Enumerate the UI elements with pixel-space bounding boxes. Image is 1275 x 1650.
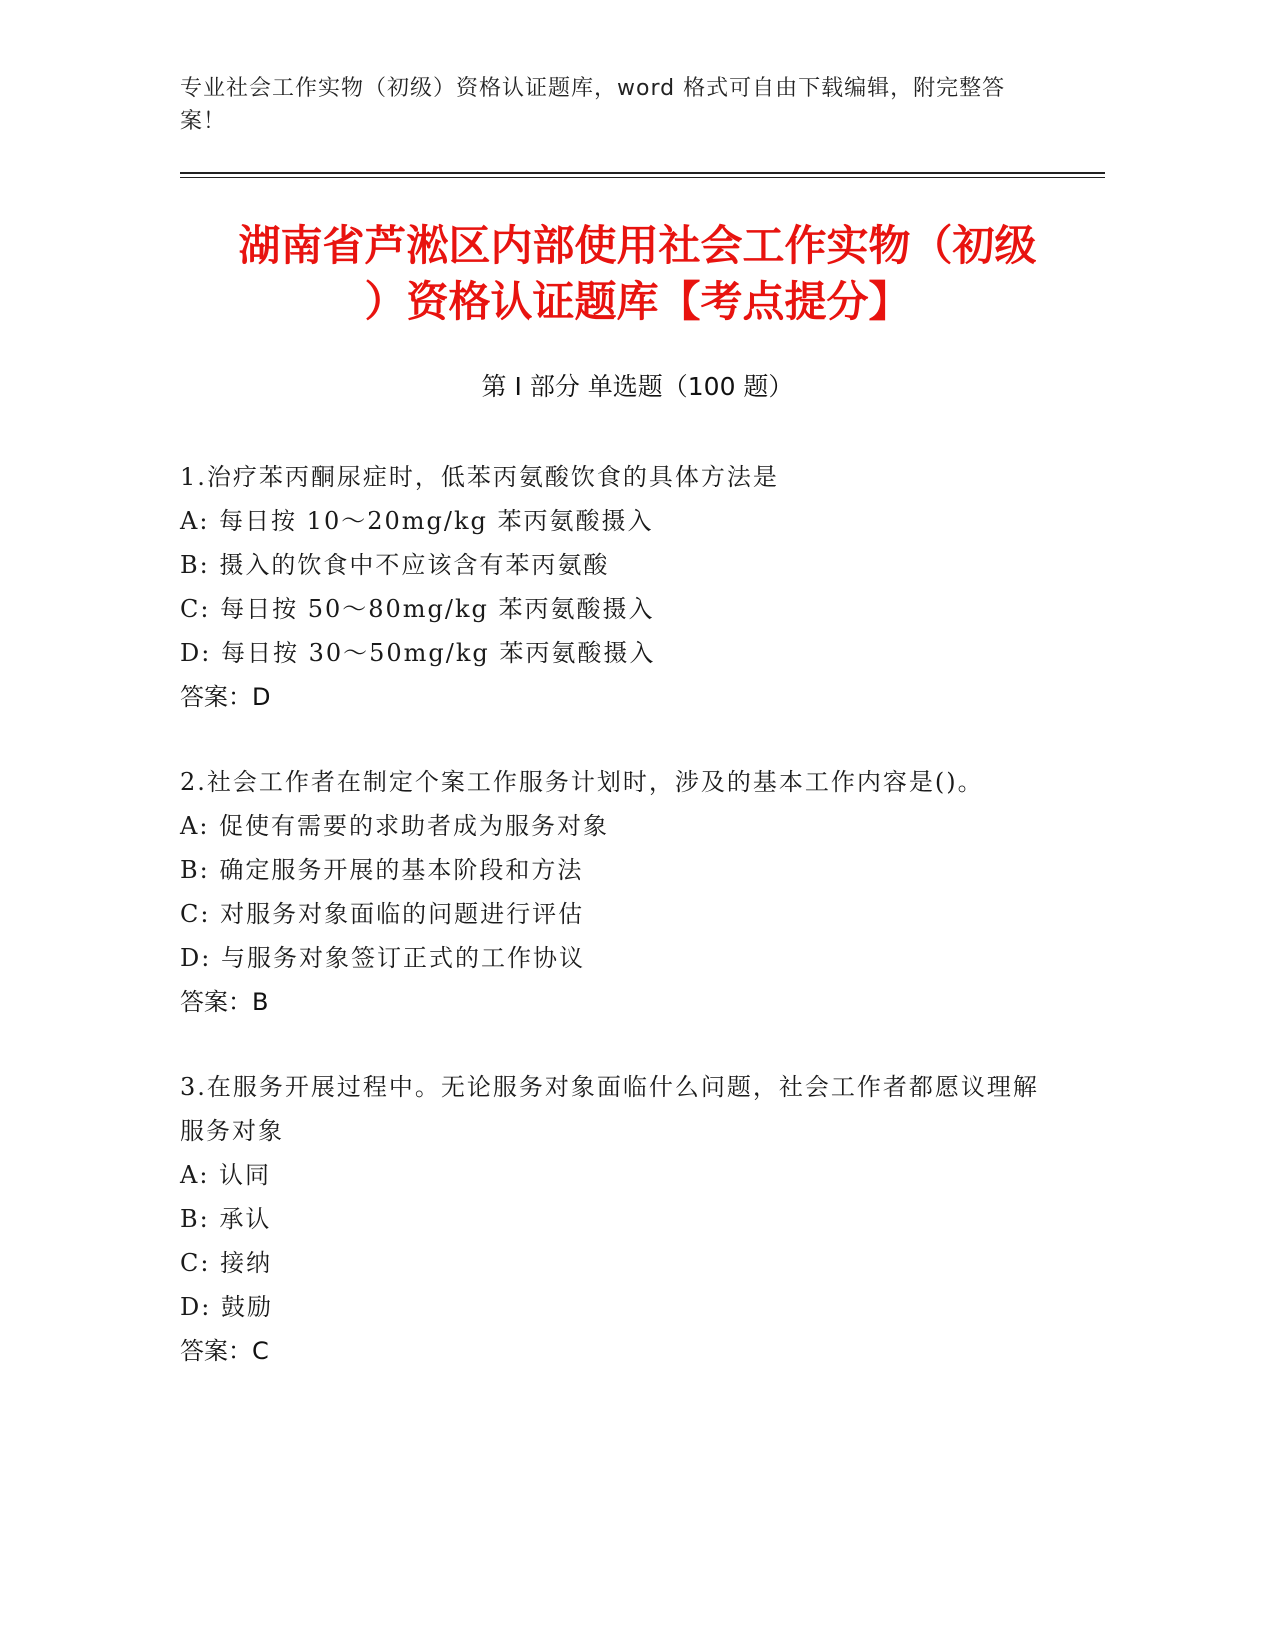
question-answer: 答案：D — [180, 683, 271, 711]
document-title-line-1: 湖南省芦淞区内部使用社会工作实物（初级 — [238, 221, 1037, 270]
question-option-d: D: 每日按 30～50mg/kg 苯丙氨酸摄入 — [180, 639, 656, 667]
question-option-b: B: 确定服务开展的基本阶段和方法 — [180, 856, 584, 884]
question-item — [180, 1065, 1040, 1373]
question-option-c: C: 每日按 50～80mg/kg 苯丙氨酸摄入 — [180, 595, 655, 623]
question-item — [180, 455, 1040, 719]
header-rule-thin — [180, 177, 1105, 178]
header-note: 专业社会工作实物（初级）资格认证题库，word 格式可自由下载编辑，附完整答案！ — [180, 76, 1006, 134]
question-option-a: A: 每日按 10～20mg/kg 苯丙氨酸摄入 — [180, 507, 654, 535]
question-option-d: D: 鼓励 — [180, 1293, 273, 1321]
section-heading: 第 I 部分 单选题（100 题） — [481, 372, 794, 401]
question-item — [180, 760, 1040, 1024]
question-answer: 答案：B — [180, 988, 269, 1016]
question-option-b: B: 承认 — [180, 1205, 272, 1233]
document-title-line-2: ）资格认证题库【考点提分】 — [364, 277, 911, 326]
question-stem: 2.社会工作者在制定个案工作服务计划时，涉及的基本工作内容是()。 — [180, 768, 984, 796]
question-option-c: C: 接纳 — [180, 1249, 273, 1277]
question-list — [180, 455, 1040, 1414]
question-option-d: D: 与服务对象签订正式的工作协议 — [180, 944, 585, 972]
question-stem: 3.在服务开展过程中。无论服务对象面临什么问题，社会工作者都愿议理解服务对象 — [180, 1073, 1039, 1145]
question-stem: 1.治疗苯丙酮尿症时，低苯丙氨酸饮食的具体方法是 — [180, 463, 779, 491]
question-answer: 答案：C — [180, 1337, 269, 1365]
header-rule-thick — [180, 172, 1105, 174]
document-title — [150, 218, 1125, 330]
question-option-a: A: 认同 — [180, 1161, 272, 1189]
question-option-c: C: 对服务对象面临的问题进行评估 — [180, 900, 585, 928]
question-option-b: B: 摄入的饮食中不应该含有苯丙氨酸 — [180, 551, 610, 579]
question-option-a: A: 促使有需要的求助者成为服务对象 — [180, 812, 610, 840]
